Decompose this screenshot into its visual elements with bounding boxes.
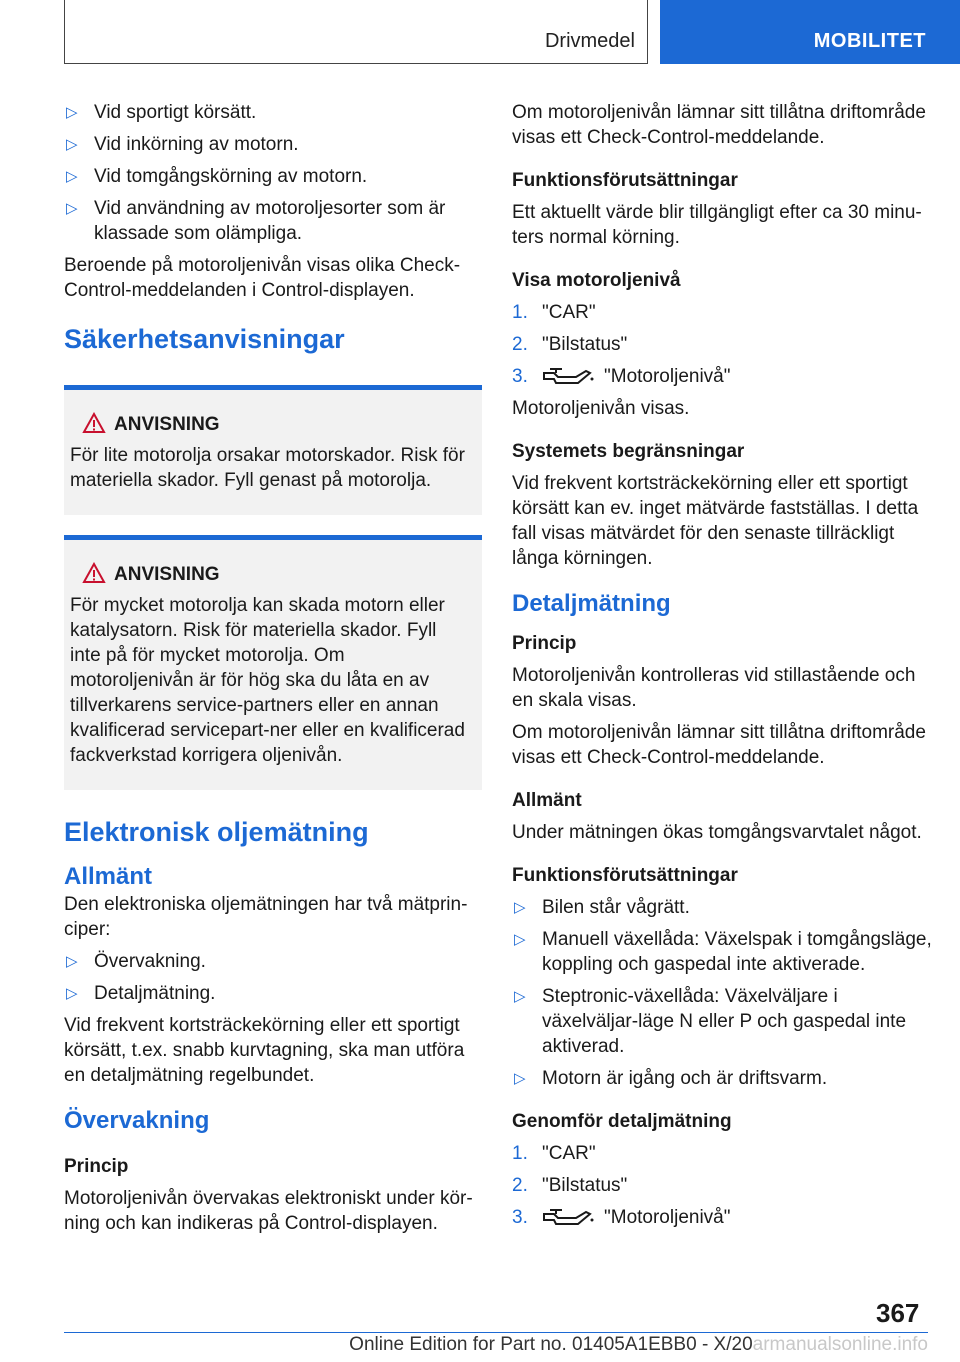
header-section-label: Drivmedel [544,30,635,52]
triangle-bullet-icon: ▷ [66,136,78,153]
triangle-bullet-icon: ▷ [514,988,526,1005]
left-column [64,100,482,1243]
right-column [512,100,932,1237]
warning-text: För lite motorolja orsakar motorskador. Risk för materiella skador. Fyll genast på motorolja. [70,445,465,491]
paragraph: Under mätningen ökas tomgångsvarvtalet något. [512,822,922,843]
triangle-bullet-icon: ▷ [66,104,78,121]
watermark: armanualsonline.info [752,1334,928,1355]
paragraph: Ett aktuellt värde blir tillgängligt efter ca 30 minu-ters normal körning. [512,202,922,248]
page-number: 367 [876,1298,920,1328]
heading-electronic-oil: Elektronisk oljemätning [64,817,369,847]
list-item: ▷ Vid sportigt körsätt. [66,102,257,123]
list-item: ▷ Manuell växellåda: Växelspak i tomgångsläge, koppling och gaspedal inte aktiverade. [514,929,932,975]
paragraph: Motoroljenivån övervakas elektroniskt under kör-ning och kan indikeras på Control-displayen. [64,1188,473,1234]
list-item: ▷ Vid tomgångskörning av motorn. [66,166,368,187]
heading-detail-measurement: Detaljmätning [512,590,671,617]
heading-limits: Systemets begränsningar [512,441,745,462]
paragraph: Motoroljenivån kontrolleras vid stillastående och en skala visas. [512,665,916,711]
step-item: 3. "Motoroljenivå" [512,1207,731,1228]
paragraph: Motoroljenivån visas. [512,398,690,419]
warning-triangle-icon [82,412,106,434]
step-item: 2. "Bilstatus" [512,1175,628,1196]
heading-general: Allmänt [64,863,153,890]
heading-principle: Princip [64,1156,129,1177]
step-item: 3. "Motoroljenivå" [512,366,731,387]
warning-text: För mycket motorolja kan skada motorn eller katalysatorn. Risk för materiella skador. Fyll inte på för mycket motorolja. Om motoroljenivån är för hög ska du låta en av tillverkarens service-partners eller en annan kvalificerad servicepart-ner eller en kvalificerad fackverkstad korrigera oljenivån. [70,595,465,766]
heading-show-oil-level: Visa motoroljenivå [512,270,681,291]
triangle-bullet-icon: ▷ [514,899,526,916]
step-item: 1. "CAR" [512,1143,596,1164]
oil-can-icon [542,1208,594,1228]
step-item: 1. "CAR" [512,302,596,323]
footer-edition-text: Online Edition for Part no. 01405A1EBB0 - X/20 [349,1334,753,1355]
warning-triangle-icon [82,562,106,584]
warning-box [64,385,482,515]
heading-general: Allmänt [512,790,582,811]
triangle-bullet-icon: ▷ [66,985,78,1002]
paragraph: Vid frekvent kortsträckekörning eller ett sportigt körsätt kan ev. inget mätvärde fastställas. I detta fall visas mätvärdet för den senaste tillräckligt långa körningen. [512,473,919,569]
triangle-bullet-icon: ▷ [514,931,526,948]
list-item: ▷ Bilen står vågrätt. [514,897,690,918]
header-chapter-label: MOBILITET [813,30,926,52]
step-item: 2. "Bilstatus" [512,334,628,355]
list-item: ▷ Detaljmätning. [66,983,216,1004]
header-section-box [64,0,648,64]
triangle-bullet-icon: ▷ [66,168,78,185]
paragraph: Om motoroljenivån lämnar sitt tillåtna driftområde visas ett Check-Control-meddelande. [512,722,926,768]
footer-edition [64,1334,928,1356]
heading-requirements: Funktionsförutsättningar [512,865,738,886]
oil-can-icon [542,367,594,387]
heading-perform-detail: Genomför detaljmätning [512,1111,732,1132]
paragraph: Den elektroniska oljemätningen har två mätprin-ciper: [64,894,468,940]
list-item: ▷ Vid inkörning av motorn. [66,134,299,155]
list-item: ▷ Övervakning. [66,951,206,972]
warning-box [64,535,482,790]
header-chapter-tab [660,0,960,64]
paragraph: Beroende på motoroljenivån visas olika Check-Control-meddelanden i Control-displayen. [64,255,461,301]
heading-safety: Säkerhetsanvisningar [64,324,345,354]
list-item: ▷ Motorn är igång och är driftsvarm. [514,1068,828,1089]
warning-title: ANVISNING [70,562,472,587]
warning-title: ANVISNING [70,412,472,437]
heading-requirements: Funktionsförutsättningar [512,170,738,191]
triangle-bullet-icon: ▷ [66,200,78,217]
list-item: ▷ Steptronic-växellåda: Växelväljare i växelväljar-läge N eller P och gaspedal inte aktiverad. [514,986,907,1057]
paragraph: Om motoroljenivån lämnar sitt tillåtna driftområde visas ett Check-Control-meddelande. [512,102,926,148]
list-item: ▷ Vid användning av motoroljesorter som är klassade som olämpliga. [66,198,446,244]
paragraph: Vid frekvent kortsträckekörning eller ett sportigt körsätt, t.ex. snabb kurvtagning, ska man utföra en detaljmätning regelbundet. [64,1015,465,1086]
triangle-bullet-icon: ▷ [66,953,78,970]
triangle-bullet-icon: ▷ [514,1070,526,1087]
footer-divider [64,1332,928,1333]
heading-principle: Princip [512,633,577,654]
heading-monitoring: Övervakning [64,1107,210,1134]
